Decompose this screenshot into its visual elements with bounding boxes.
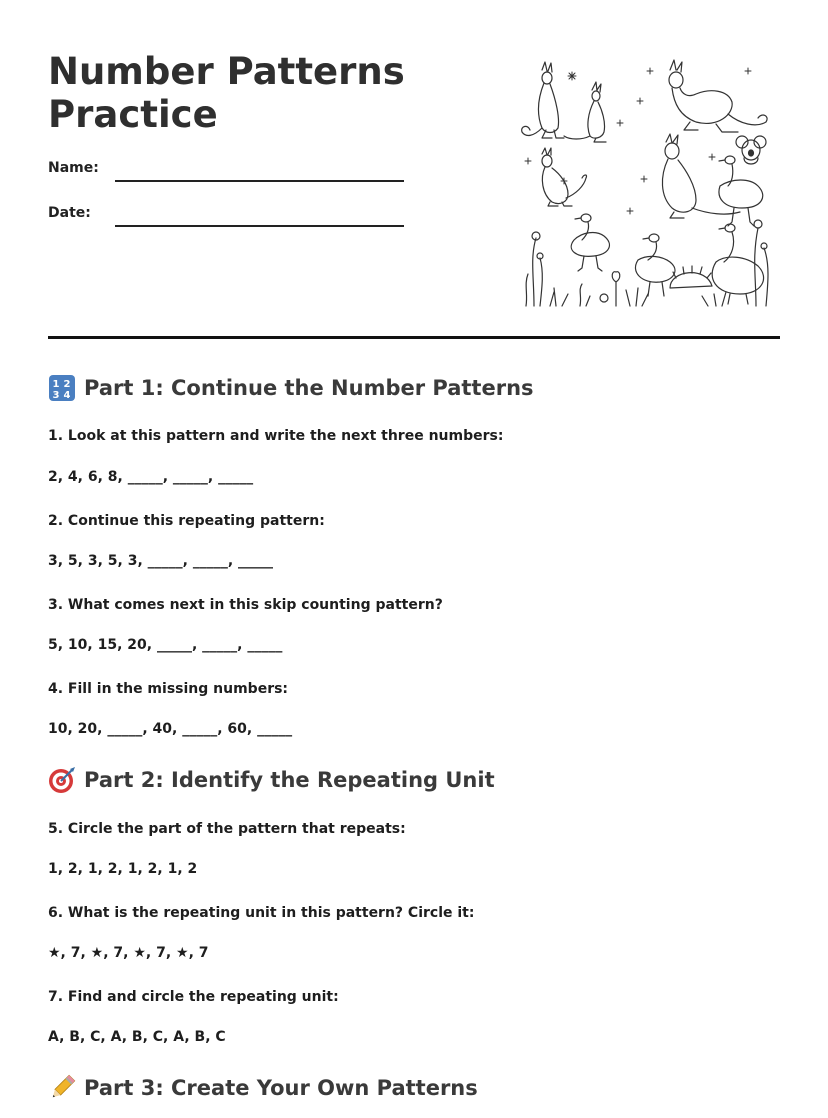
echidna-drawing	[670, 266, 712, 288]
sparkles-drawing	[525, 68, 751, 214]
question-6-prompt: 6. What is the repeating unit in this pattern? Circle it:	[48, 905, 475, 921]
name-field[interactable]	[48, 160, 99, 176]
kangaroo-drawing	[542, 148, 587, 206]
target-dart-icon	[48, 766, 76, 794]
question-3-prompt: 3. What comes next in this skip counting pattern?	[48, 597, 443, 613]
header-divider	[48, 336, 780, 339]
question-4-prompt: 4. Fill in the missing numbers:	[48, 681, 289, 697]
question-1-pattern[interactable]: 2, 4, 6, 8, _____, _____, _____	[48, 469, 254, 485]
kangaroo-drawing	[564, 82, 606, 142]
date-write-line[interactable]	[115, 225, 404, 227]
part3-heading	[48, 1074, 478, 1102]
title-line-2: Practice	[48, 93, 218, 136]
svg-text:4: 4	[63, 390, 71, 401]
kangaroo-drawing	[669, 60, 767, 132]
date-label: Date:	[48, 205, 91, 221]
part2-heading	[48, 766, 495, 794]
part2-heading-text: Part 2: Identify the Repeating Unit	[84, 768, 495, 792]
svg-text:3: 3	[52, 390, 60, 401]
date-field[interactable]	[48, 205, 91, 221]
cassowary-drawing	[571, 214, 609, 271]
worksheet-page	[48, 0, 780, 1118]
question-1-prompt: 1. Look at this pattern and write the next three numbers:	[48, 428, 504, 444]
question-2-pattern[interactable]: 3, 5, 3, 5, 3, _____, _____, _____	[48, 553, 274, 569]
part3-heading-text: Part 3: Create Your Own Patterns	[84, 1076, 478, 1100]
pencil-icon	[48, 1074, 76, 1102]
emu-drawing	[719, 156, 763, 226]
question-2-prompt: 2. Continue this repeating pattern:	[48, 513, 325, 529]
question-5-pattern[interactable]: 1, 2, 1, 2, 1, 2, 1, 2	[48, 861, 198, 877]
koala-drawing	[736, 136, 766, 164]
part1-heading-text: Part 1: Continue the Number Patterns	[84, 376, 534, 400]
question-7-prompt: 7. Find and circle the repeating unit:	[48, 989, 339, 1005]
svg-text:1: 1	[52, 379, 60, 390]
kangaroo-drawing	[522, 62, 564, 138]
title-line-1: Number Patterns	[48, 50, 405, 93]
question-4-pattern[interactable]: 10, 20, _____, 40, _____, 60, _____	[48, 721, 293, 737]
name-label: Name:	[48, 160, 99, 176]
input-numbers-icon	[48, 374, 76, 402]
question-6-pattern[interactable]: ★, 7, ★, 7, ★, 7, ★, 7	[48, 945, 209, 961]
question-3-pattern[interactable]: 5, 10, 15, 20, _____, _____, _____	[48, 637, 283, 653]
australian-animals-illustration	[520, 58, 774, 308]
svg-text:2: 2	[63, 379, 71, 390]
question-5-prompt: 5. Circle the part of the pattern that repeats:	[48, 821, 406, 837]
name-write-line[interactable]	[115, 180, 404, 182]
part1-heading	[48, 374, 534, 402]
emu-drawing	[635, 234, 674, 296]
question-7-pattern[interactable]: A, B, C, A, B, C, A, B, C	[48, 1029, 226, 1045]
page-title	[48, 50, 448, 136]
